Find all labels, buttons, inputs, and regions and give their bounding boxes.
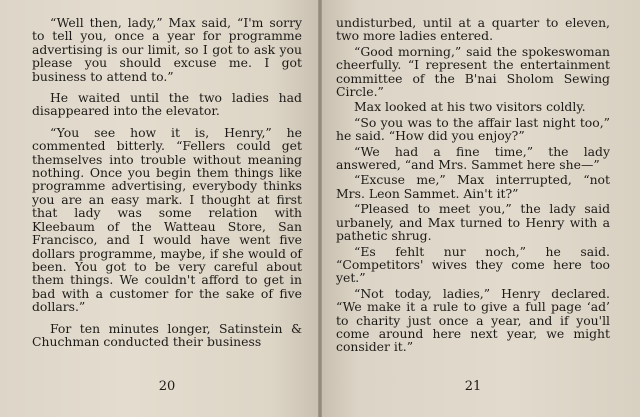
paragraph: He waited until the two ladies had disappeared into the elevator. (32, 90, 302, 119)
paragraph: Max looked at his two visitors coldly. (354, 99, 586, 115)
page-number: 20 (158, 378, 176, 394)
book-gutter (318, 0, 322, 417)
paragraph: “Pleased to meet you,” the lady said urbanely, and Max turned to Henry with a pathetic shrug. (336, 201, 610, 244)
paragraph: undisturbed, until at a quarter to eleven, two more ladies entered. (336, 15, 610, 44)
page-number: 21 (464, 378, 482, 394)
paragraph: “You see how it is, Henry,” he commented bitterly. “Fellers could get themselves into trouble without meaning nothing. Once you begin them things like programme advertising, everybody thinks you are an easy mark. I thought at first that lady was some relation with Kleebaum of the Watteau Store, San Francisco, and I would have went five dollars programme, maybe, if she would of been. You got to be very careful about them things. We couldn't afford to get in bad with a customer for the sake of five dollars.” (32, 124, 302, 315)
paragraph: “Not today, ladies,” Henry declared. “We make it a rule to give a full page ‘ad’ to charity just once a year, and if you'll come around here next year, we might consider it.” (336, 285, 610, 355)
paragraph: For ten minutes longer, Satinstein & Chuchman conducted their business (32, 320, 302, 349)
paragraph: “So you was to the affair last night too,” he said. “How did you enjoy?” (336, 114, 610, 144)
right-page (320, 0, 640, 417)
paragraph: “Good morning,” said the spokeswoman cheerfully. “I represent the entertainment committee of the B'nai Sholom Sewing Circle.” (336, 43, 610, 100)
paragraph: “Excuse me,” Max interrupted, “not Mrs. Leon Sammet. Ain't it?” (336, 172, 610, 201)
paragraph: “Es fehlt nur noch,” he said. “Competitors' wives they come here too yet.” (336, 243, 610, 286)
paragraph: “We had a fine time,” the lady answered, “and Mrs. Sammet here she—” (336, 143, 610, 173)
paragraph: “Well then, lady,” Max said, “I'm sorry to tell you, once a year for programme advertising is our limit, so I got to ask you please you should excuse me. I got business to attend to.” (32, 15, 302, 84)
